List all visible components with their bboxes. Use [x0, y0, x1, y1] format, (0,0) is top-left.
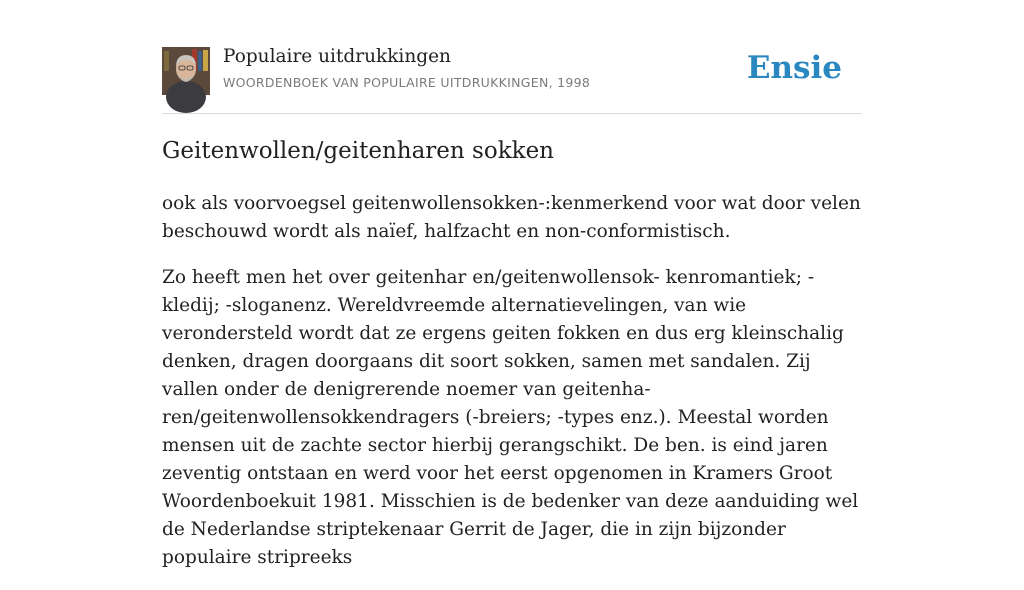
entry-definition: ook als voorvoegsel geitenwollensokken-:kenmerkend voor wat door velen beschouwd wordt als naïef, halfzacht en non-conformistisch.: [162, 193, 861, 242]
entry-body: [162, 190, 862, 590]
entry-page: [162, 0, 862, 568]
entry-title: Geitenwollen/geitenharen sokken: [162, 138, 554, 164]
source-subtitle: WOORDENBOEK VAN POPULAIRE UITDRUKKINGEN, 1998: [223, 75, 591, 90]
entry-paragraph: Zo heeft men het over geitenhar en/geitenwollensok- kenromantiek; -kledij; -sloganenz. Wereldvreemde alternatievelingen, van wie verondersteld wordt dat ze ergens geiten fokken en dus erg kleinschalig denken, dragen doorgaans dit soort sokken, samen met sandalen. Zij vallen onder de denigrerende noemer van geitenha- ren/geitenwollensokkendragers (-breiers; -types enz.). Meestal worden mensen uit de zachte sector hierbij gerangschikt. De ben. is eind jaren zeventig ontstaan en werd voor het eerst opgenomen in Kramers Groot Woordenboekuit 1981. Misschien is de bedenker van deze aanduiding wel de Nederlandse striptekenaar Gerrit de Jager, die in zijn bijzonder populaire stripreeks: [162, 267, 859, 568]
source-header: [162, 0, 862, 114]
author-avatar[interactable]: [162, 47, 210, 95]
source-title[interactable]: Populaire uitdrukkingen: [223, 46, 451, 67]
ensie-logo-link[interactable]: Ensie: [746, 50, 842, 86]
